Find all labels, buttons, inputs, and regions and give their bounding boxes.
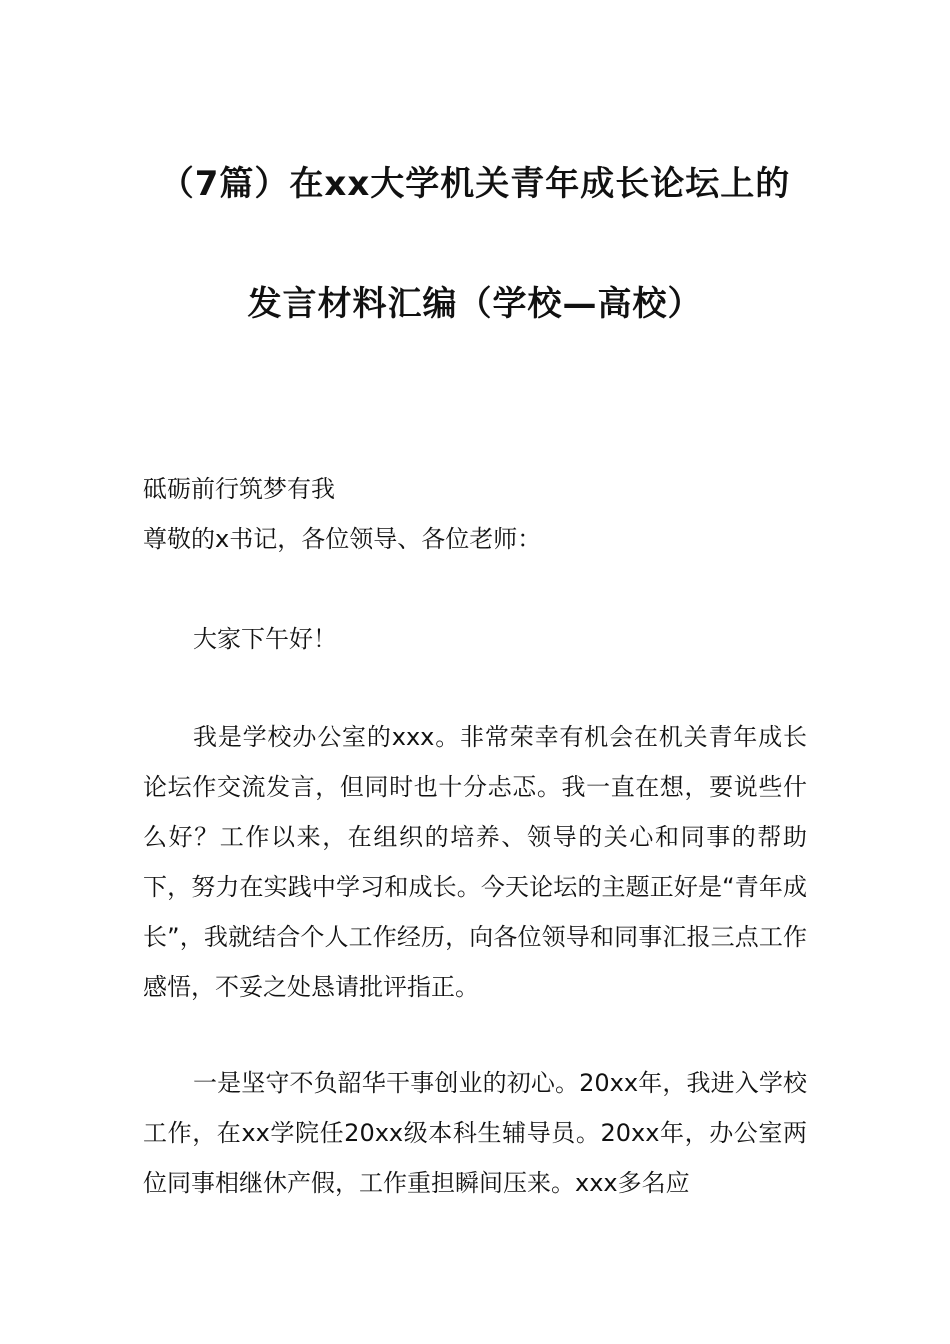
document-title-line-2: 发言材料汇编（学校—高校） bbox=[247, 284, 703, 324]
salutation: 尊敬的x书记，各位领导、各位老师： bbox=[143, 525, 542, 553]
body-paragraph: 一是坚守不负韶华干事创业的初心。20xx年，我进入学校工作，在xx学院任20xx级本科生辅导员。20xx年，办公室两位同事相继休产假，工作重担瞬间压来。xxx多名应 bbox=[143, 1069, 807, 1197]
body-paragraph: 我是学校办公室的xxx。非常荣幸有机会在机关青年成长论坛作交流发言，但同时也十分忐忑。我一直在想，要说些什么好？工作以来，在组织的培养、领导的关心和同事的帮助下，努力在实践中学习和成长。今天论坛的主题正好是“青年成长”，我就结合个人工作经历，向各位领导和同事汇报三点工作感悟，不妥之处恳请批评指正。 bbox=[143, 723, 807, 1001]
speech-subtitle: 砥砺前行筑梦有我 bbox=[143, 475, 335, 503]
greeting: 大家下午好！ bbox=[193, 625, 337, 653]
document-title-line-1: （7篇）在xx大学机关青年成长论坛上的 bbox=[159, 164, 791, 204]
